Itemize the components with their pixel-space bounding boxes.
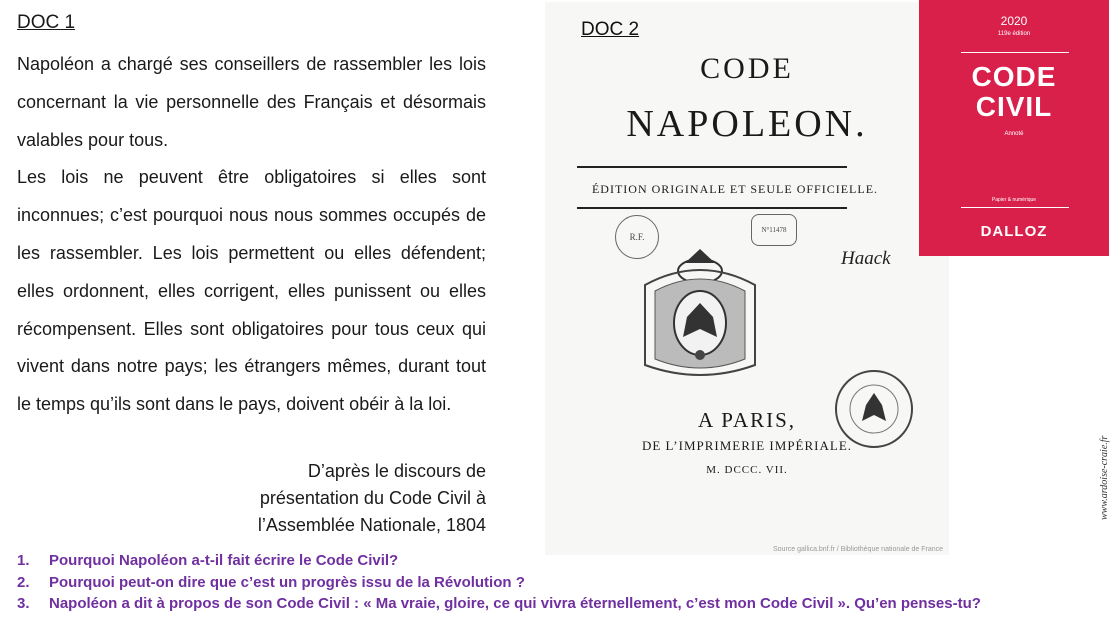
question-item: [17, 550, 1087, 572]
book-title-line: CODE: [971, 61, 1057, 92]
question-list: [17, 550, 1087, 615]
question-item: [17, 593, 1087, 615]
book-edition: 119e édition: [997, 31, 1031, 37]
code-civil-book-cover: [919, 0, 1109, 256]
doc1-source: D’après le discours de présentation du Code Civil à l’Assemblée Nationale, 1804: [257, 461, 486, 535]
divider: [577, 207, 847, 209]
question-text: Napoléon a dit à propos de son Code Civil : « Ma vraie, gloire, ce qui vivra éternellement, c’est mon Code Civil ». Qu’en penses-tu?: [49, 595, 981, 612]
question-item: [17, 572, 1087, 594]
doc1-text: [17, 46, 486, 424]
imperial-coat-of-arms-icon: [625, 245, 775, 385]
doc2-label: DOC 2: [581, 19, 640, 40]
doc1-paragraph: Napoléon a chargé ses conseillers de rassembler les lois concernant la vie personnelle des Français et désormais valables pour tous.: [17, 54, 486, 150]
question-number: 1.: [17, 552, 30, 569]
divider: [961, 52, 1069, 53]
book-title: [919, 62, 1109, 122]
doc2-title-code: CODE: [700, 52, 794, 85]
book-annotated: Annoté: [1004, 131, 1024, 137]
book-year: 2020: [1000, 14, 1028, 28]
doc2-date: M. DCCC. VII.: [706, 464, 788, 476]
stamp-left: R.F.: [615, 215, 659, 259]
question-text: Pourquoi peut-on dire que c’est un progrès issu de la Révolution ?: [49, 573, 525, 591]
question-number: 2.: [17, 573, 30, 591]
watermark: www.ardoise-craie.fr: [1099, 435, 1110, 520]
book-title-line: CIVIL: [975, 91, 1053, 122]
question-text: Pourquoi Napoléon a-t-il fait écrire le Code Civil?: [49, 552, 399, 569]
doc2-signature: Haack: [841, 248, 891, 269]
doc2-title-napoleon: NAPOLEON.: [626, 103, 868, 145]
stamp-middle: N°11478: [751, 214, 797, 246]
doc2-edition: ÉDITION ORIGINALE ET SEULE OFFICIELLE.: [591, 182, 879, 196]
book-paper: Papier & numérique: [991, 197, 1037, 203]
divider: [577, 166, 847, 168]
doc2-credit: Source gallica.bnf.fr / Bibliothèque nationale de France: [773, 546, 944, 553]
divider: [961, 207, 1069, 208]
doc2-scan: [545, 2, 949, 555]
book-publisher: DALLOZ: [980, 223, 1048, 240]
doc2-city: A PARIS,: [697, 408, 797, 432]
question-number: 3.: [17, 595, 30, 612]
doc1-label: DOC 1: [17, 12, 76, 33]
doc1-paragraph: Les lois ne peuvent être obligatoires si elles sont inconnues; c’est pourquoi nous nous sommes occupés de les rassembler. Les lois permettent ou elles défendent; elles ordonnent, elles corrigent, elles punissent ou elles récompensent. Elles sont obligatoires pour tous ceux qui vivent dans notre pays; les étrangers mêmes, durant tout le temps qu’ils sont dans le pays, doivent obéir à la loi.: [17, 167, 486, 415]
doc2-printer: DE L’IMPRIMERIE IMPÉRIALE.: [641, 438, 853, 453]
